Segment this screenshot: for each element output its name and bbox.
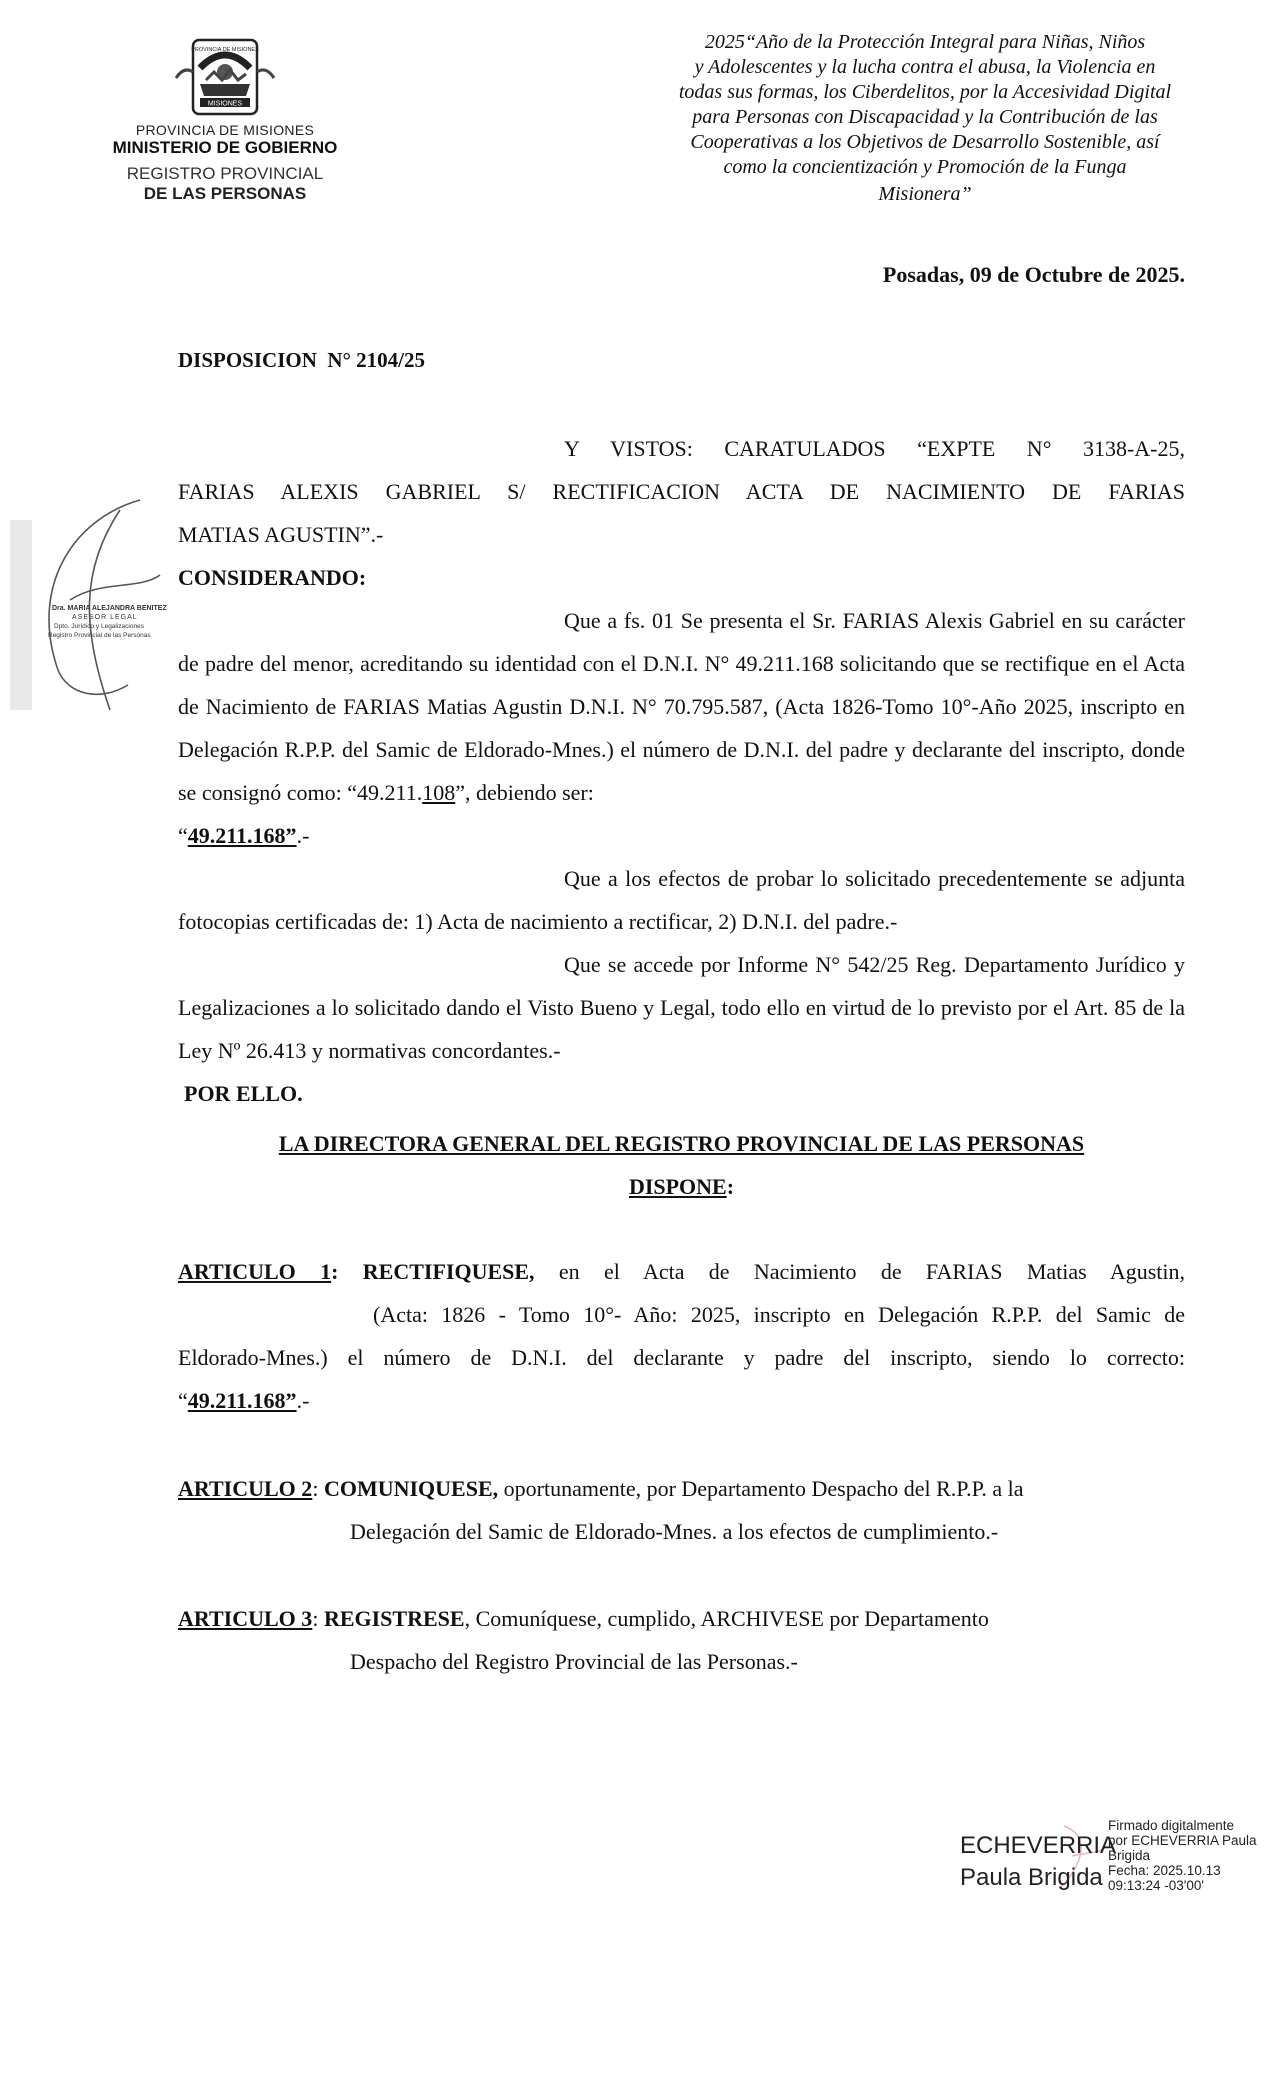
art3-line2: Despacho del Registro Provincial de las Personas.- [350, 1649, 798, 1674]
org-province: PROVINCIA DE MISIONES [135, 122, 315, 138]
motto-line: Misionera” [878, 183, 972, 205]
p1-end: .- [296, 823, 310, 848]
stamp-line-2: ASESOR LEGAL [72, 614, 138, 621]
motto-line: 2025“Año de la Protección Integral para Niñas, Niños [704, 31, 1146, 53]
motto-line: todas sus formas, los Ciberdelitos, por la Accesividad Digital [678, 81, 1172, 103]
org-ministry: MINISTERIO DE GOBIERNO [112, 138, 338, 157]
art3-verb: REGISTRESE [323, 1606, 465, 1631]
p1-after: ”, debiendo ser: [455, 780, 594, 805]
dispone-label: DISPONE [628, 1174, 727, 1199]
signature-info-line: Firmado digitalmente [1108, 1818, 1235, 1833]
considerando-paragraph-2: Que a los efectos de probar lo solicitado precedentemente se adjunta fotocopias certificadas de: 1) Acta de nacimiento a rectificar, 2) D.N.I. del padre.- [178, 866, 1185, 934]
art1-correct-dni: 49.211.168” [187, 1388, 297, 1413]
vistos-line1: Y VISTOS: CARATULADOS “EXPTE N° 3138-A-25, [564, 436, 1185, 461]
art1-line3: Eldorado-Mnes.) el número de D.N.I. del declarante y padre del inscripto, siendo lo correcto: [178, 1345, 1185, 1370]
art2-line1 [178, 1467, 1185, 1510]
document-date: Posadas, 09 de Octubre de 2025. [882, 262, 1185, 287]
articulo-1 [178, 1250, 1185, 1422]
art3-line1 [178, 1597, 1185, 1640]
stamp-line-4: Registro Provincial de las Personas [48, 632, 151, 639]
considerando-section [178, 556, 1185, 1115]
art3-label: ARTICULO 3 [178, 1606, 313, 1631]
signature-info-line: Fecha: 2025.10.13 [1108, 1863, 1221, 1878]
art1-open-quote: “ [178, 1388, 188, 1413]
digital-signature-info [1108, 1818, 1257, 1893]
stamp-line-3: Dpto. Jurídico y Legalizaciones [54, 623, 144, 630]
dispone-line [178, 1165, 1185, 1208]
art2-line2: Delegación del Samic de Eldorado-Mnes. a los efectos de cumplimiento.- [350, 1519, 999, 1544]
signature-info-line: por ECHEVERRIA Paula [1108, 1833, 1257, 1848]
disposition-title: DISPOSICION N° 2104/25 [178, 348, 426, 372]
art1-line4 [178, 1379, 1185, 1422]
por-ello: POR ELLO. [184, 1081, 303, 1106]
provincial-seal-icon [166, 38, 284, 118]
signer-surname: ECHEVERRIA [960, 1832, 1117, 1859]
seal-top-text: PROVINCIA DE MISIONES [191, 47, 259, 53]
art1-colon: : [331, 1259, 339, 1284]
considerando-heading: CONSIDERANDO: [178, 565, 367, 590]
p1-wrong-digits: 108 [422, 780, 456, 805]
art1-end: .- [296, 1388, 310, 1413]
motto-line: y Adolescentes y la lucha contra el abusa, la Violencia en [694, 56, 1156, 78]
org-registry-line2: DE LAS PERSONAS [143, 184, 307, 203]
p1-open-quote: “ [178, 823, 188, 848]
vistos-line2: FARIAS ALEXIS GABRIEL S/ RECTIFICACION ACTA DE NACIMIENTO DE FARIAS [178, 479, 1185, 504]
stamp-line-1: Dra. MARIA ALEJANDRA BENITEZ [52, 605, 167, 612]
p1-text: Que a fs. 01 Se presenta el Sr. FARIAS Alexis Gabriel en su carácter de padre del menor, acreditando su identidad con el D.N.I. N° 49.211.168 solicitando que se rectifique en el Acta de Nacimiento de FARIAS Matias Agustin D.N.I. N° 70.795.587, (Acta 1826-Tomo 10°-Año 2025, inscripto en Delegación R.P.P. del Samic de Eldorado-Mnes.) el número de D.N.I. del padre y declarante del inscripto, donde se consignó como: “49.211. [178, 608, 1185, 805]
art1-line1-rest: en el Acta de Nacimiento de FARIAS Matias Agustin, [558, 1259, 1186, 1284]
motto-line: como la concientización y Promoción de la Funga [723, 156, 1127, 178]
p1-correct-dni: 49.211.168” [187, 823, 297, 848]
art2-verb: COMUNIQUESE, [323, 1476, 499, 1501]
org-logo-block [95, 38, 355, 204]
articulo-2 [178, 1467, 1185, 1553]
articulo-3 [178, 1597, 1185, 1683]
vistos-line3: MATIAS AGUSTIN”.- [178, 522, 384, 547]
art3-line1-rest: , Comuníquese, cumplido, ARCHIVESE por Departamento [464, 1606, 989, 1631]
motto-line: Cooperativas a los Objetivos de Desarrollo Sostenible, así [690, 131, 1160, 153]
art2-line1-rest: oportunamente, por Departamento Despacho del R.P.P. a la [503, 1476, 1024, 1501]
art1-verb: RECTIFIQUESE, [362, 1259, 535, 1284]
seal-bottom-text: MISIONES [207, 100, 243, 108]
vistos-section [178, 427, 1185, 556]
motto-line: para Personas con Discapacidad y la Contribución de las [692, 106, 1158, 128]
year-motto [640, 30, 1210, 207]
considerando-paragraph-3: Que se accede por Informe N° 542/25 Reg. Departamento Jurídico y Legalizaciones a lo solicitado dando el Visto Bueno y Legal, todo ello en virtud de lo previsto por el Art. 85 de la Ley Nº 26.413 y normativas concordantes.- [178, 952, 1185, 1063]
signer-given-names: Paula Brigida [960, 1864, 1103, 1891]
legal-advisor-stamp [10, 480, 185, 720]
art1-label: ARTICULO 1 [178, 1259, 332, 1284]
art3-colon: : [312, 1606, 319, 1631]
directora-heading [178, 1122, 1185, 1208]
digital-signature-name [960, 1830, 1116, 1894]
art1-line1 [178, 1250, 1185, 1293]
art2-label: ARTICULO 2 [178, 1476, 313, 1501]
art2-colon: : [312, 1476, 319, 1501]
considerando-paragraph-1 [178, 599, 1185, 857]
art1-line2: (Acta: 1826 - Tomo 10°- Año: 2025, inscripto en Delegación R.P.P. del Samic de [373, 1302, 1185, 1327]
signature-info-line: 09:13:24 -03'00' [1108, 1878, 1204, 1893]
dispone-colon: : [726, 1174, 735, 1199]
org-registry-line1: REGISTRO PROVINCIAL [126, 164, 324, 183]
directora-title: LA DIRECTORA GENERAL DEL REGISTRO PROVINCIAL DE LAS PERSONAS [278, 1131, 1085, 1156]
signature-info-line: Brigida [1108, 1848, 1151, 1863]
